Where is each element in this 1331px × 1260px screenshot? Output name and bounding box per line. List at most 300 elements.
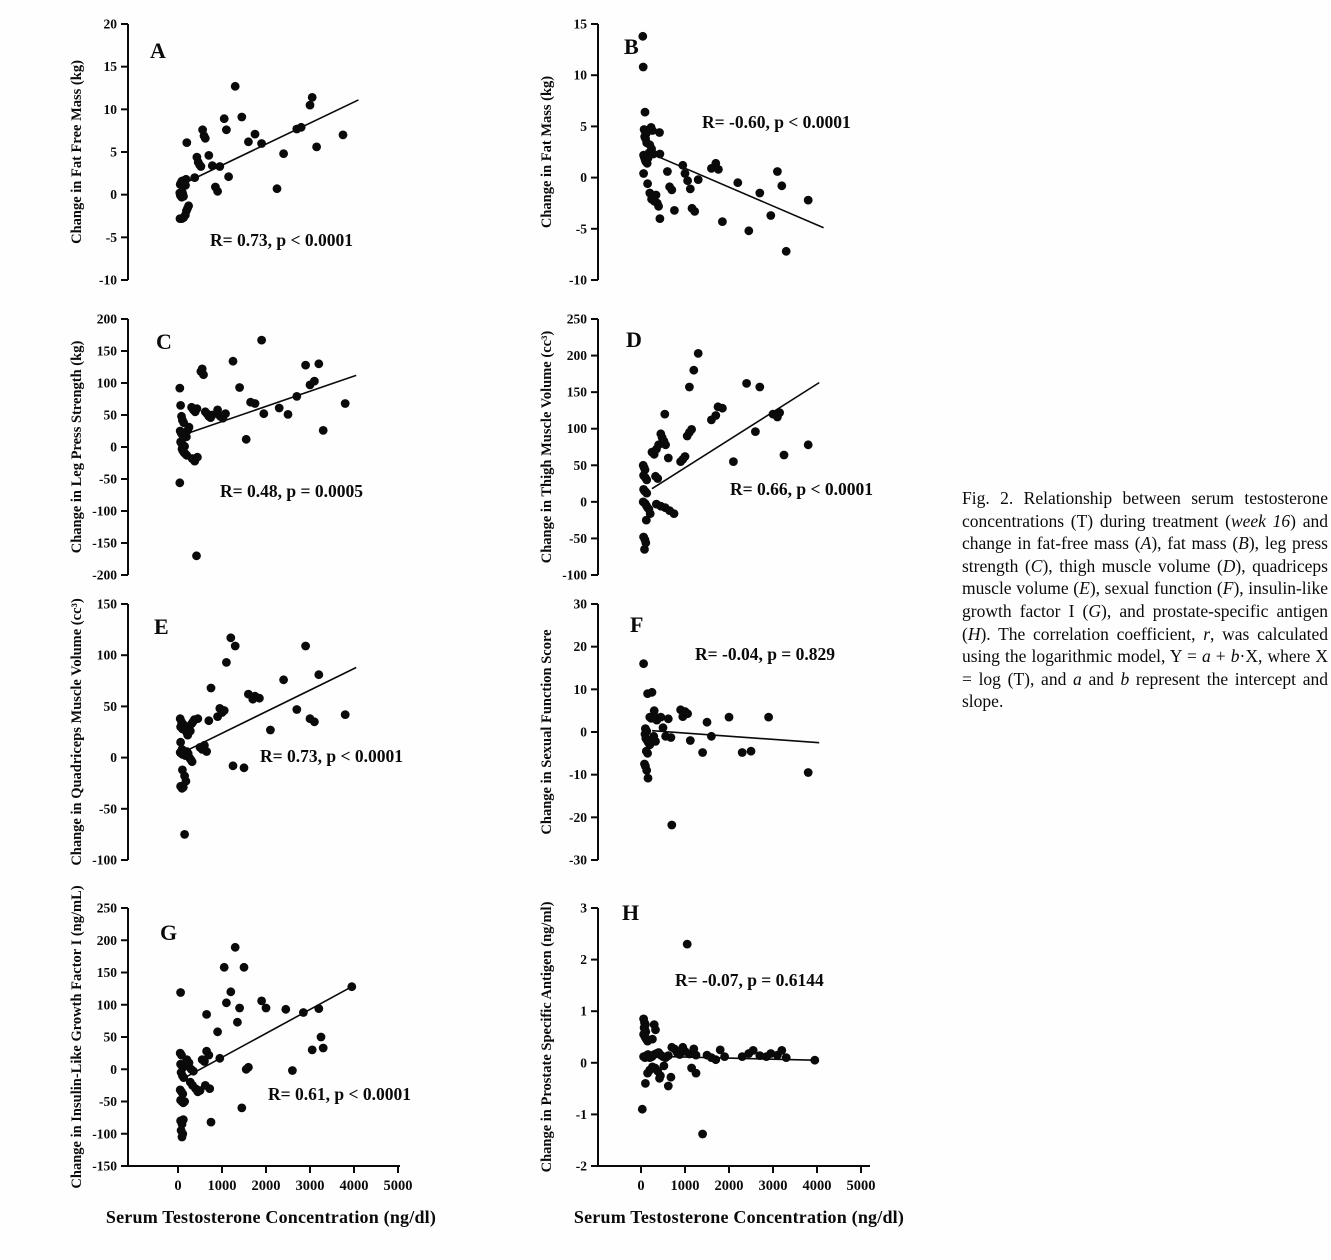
data-point [643,749,652,758]
data-point [176,401,185,410]
correlation-annotation: R= 0.48, p = 0.0005 [220,481,363,501]
data-point [642,476,651,485]
y-tick-label: -10 [569,272,587,288]
data-point [224,172,233,181]
x-tick-label: 1000 [670,1178,700,1194]
scatter-points [175,82,347,223]
panel-D [530,305,960,605]
y-axis [92,312,128,583]
y-axis-label: Change in Prostate Specific Antigen (ng/ml) [539,901,555,1173]
data-point [664,1051,673,1060]
y-axis [569,597,598,868]
y-axis [99,17,128,288]
caption-italic-segment: b [1230,646,1240,667]
data-point [667,733,676,742]
data-point [751,427,760,436]
data-point [804,440,813,449]
data-point [297,123,306,132]
panel-letter: H [622,900,640,925]
x-tick-label: 5000 [846,1178,876,1194]
data-point [744,226,753,235]
data-point [692,1069,701,1078]
y-tick-label: 0 [580,1055,587,1071]
regression-line [652,383,819,489]
data-point [782,1053,791,1062]
y-tick-label: 5 [580,118,587,134]
data-point [193,714,202,723]
data-point [729,457,738,466]
data-point [199,370,208,379]
data-point [275,404,284,413]
y-tick-label: 250 [96,900,117,916]
x-tick-label: 2000 [251,1178,281,1194]
data-point [656,713,665,722]
data-point [231,642,240,651]
data-point [202,1010,211,1019]
data-point [667,186,676,195]
y-tick-label: -50 [569,530,587,546]
panel-D-svg [530,305,960,600]
data-point [299,1008,308,1017]
caption-italic-segment: E [1079,578,1090,599]
correlation-annotation: R= 0.73, p < 0.0001 [260,746,403,766]
data-point [698,1130,707,1139]
data-point [226,633,235,642]
caption-italic-segment: a [1201,646,1211,667]
y-tick-label: 100 [96,375,117,391]
data-point [690,207,699,216]
caption-italic-segment: F [1222,578,1234,599]
data-point [257,336,266,345]
caption-italic-segment: a [1073,668,1082,689]
data-point [654,202,663,211]
y-tick-label: 250 [566,311,587,327]
y-tick-label: 100 [566,421,587,437]
panel-G-svg [60,880,490,1210]
data-point [652,191,661,200]
figure-caption [962,487,1328,713]
data-point [641,1079,650,1088]
data-point [251,130,260,139]
data-point [725,713,734,722]
correlation-annotation: R= -0.04, p = 0.829 [695,644,836,664]
y-tick-label: 20 [103,16,117,32]
data-point [306,101,315,110]
data-point [638,32,647,41]
data-point [780,451,789,460]
data-point [284,410,293,419]
caption-segment: ), insulin-like growth factor I ( [962,578,1329,621]
y-tick-label: -200 [92,567,117,583]
panel-G [60,880,490,1215]
data-point [226,987,235,996]
data-point [685,383,694,392]
caption-segment: ), quadriceps muscle volume ( [962,555,1328,599]
data-point [204,1051,213,1060]
y-tick-label: -5 [105,229,117,245]
y-tick-label: 150 [566,384,587,400]
data-point [686,736,695,745]
y-tick-label: -50 [99,801,117,817]
data-point [755,383,764,392]
data-point [184,201,193,210]
data-point [204,716,213,725]
data-point [670,206,679,215]
data-point [175,478,184,487]
y-tick-label: 200 [566,348,587,364]
data-point [221,409,230,418]
data-point [341,710,350,719]
data-point [656,214,665,223]
x-axis [598,1166,876,1194]
data-point [237,113,246,122]
data-point [681,452,690,461]
y-axis-label: Change in Thigh Muscle Volume (cc³) [539,330,555,564]
data-point [648,1035,657,1044]
data-point [213,1027,222,1036]
data-point [698,748,707,757]
data-point [687,425,696,434]
data-point [190,173,199,182]
data-point [667,821,676,830]
panel-F [530,590,960,890]
data-point [804,768,813,777]
y-tick-label: -10 [99,272,117,288]
data-point [319,426,328,435]
panel-A [60,10,490,310]
data-point [648,688,657,697]
data-point [733,178,742,187]
panel-H-svg [530,880,960,1210]
data-point [215,162,224,171]
y-axis-label: Change in Fat Mass (kg) [539,75,555,229]
y-tick-label: -150 [92,535,117,551]
data-point [244,137,253,146]
data-point [660,1062,669,1071]
y-tick-label: 100 [96,647,117,663]
data-point [317,1033,326,1042]
panel-C [60,305,490,605]
data-point [273,184,282,193]
panel-letter: C [156,329,172,354]
y-tick-label: -100 [92,852,117,868]
y-tick-label: 0 [580,724,587,740]
data-point [244,1063,253,1072]
data-point [201,134,210,143]
data-point [639,63,648,72]
data-point [259,409,268,418]
data-point [308,1046,317,1055]
panel-F-svg [530,590,960,885]
data-point [251,399,260,408]
data-point [694,175,703,184]
x-tick-label: 5000 [383,1178,413,1194]
data-point [639,169,648,178]
data-point [207,684,216,693]
panel-A-svg [60,10,490,305]
data-point [643,179,652,188]
data-point [764,713,773,722]
data-point [185,423,194,432]
caption-segment: ), thigh muscle volume ( [1042,555,1223,576]
panel-B [530,10,960,310]
caption-segment: + [1210,646,1231,667]
x-tick-label: 1000 [207,1178,237,1194]
y-axis-label: Change in Quadriceps Muscle Volume (cc³) [69,598,85,866]
data-point [810,1056,819,1065]
data-point [288,1066,297,1075]
data-point [215,1054,224,1063]
data-point [235,383,244,392]
y-tick-label: 0 [110,187,117,203]
data-point [659,723,668,732]
y-tick-label: 3 [580,900,587,916]
y-axis [569,17,598,288]
data-point [711,411,720,420]
scatter-points [638,32,812,256]
data-point [747,747,756,756]
scatter-points [176,633,350,838]
data-point [341,399,350,408]
y-tick-label: 150 [96,596,117,612]
y-axis [562,312,598,583]
panel-E-svg [60,590,490,885]
data-point [755,189,764,198]
scatter-points [639,659,812,829]
data-point [766,211,775,220]
scatter-points [639,349,813,554]
y-tick-label: 50 [573,457,587,473]
x-tick-label: 4000 [802,1178,832,1194]
data-point [197,162,206,171]
data-point [229,357,238,366]
caption-segment: ), sexual function ( [1089,578,1223,599]
data-point [661,440,670,449]
data-point [775,408,784,417]
y-tick-label: 0 [580,170,587,186]
data-point [301,361,310,370]
y-tick-label: 0 [110,1061,117,1077]
data-point [655,128,664,137]
panel-letter: B [624,34,639,59]
data-point [257,139,266,148]
y-tick-label: 1 [580,1003,587,1019]
data-point [279,675,288,684]
caption-italic-segment: r [1203,623,1210,644]
data-point [314,1004,323,1013]
data-point [279,149,288,158]
y-tick-label: -2 [575,1158,587,1174]
caption-segment: Fig. 2. Relationship between serum testosterone concentrations (T) during treatment ( [962,488,1328,531]
caption-segment: ·X, where X = log (T), and [962,646,1328,689]
data-point [235,1004,244,1013]
y-tick-label: 0 [110,439,117,455]
data-point [689,366,698,375]
data-point [644,774,653,783]
data-point [683,709,692,718]
data-point [638,1105,647,1114]
panel-letter: G [160,920,178,945]
data-point [686,185,695,194]
data-point [319,1044,328,1053]
caption-italic-segment: G [1088,600,1102,621]
data-point [718,217,727,226]
data-point [301,642,310,651]
panel-H [530,880,960,1215]
y-tick-label: 2 [580,952,587,968]
caption-italic-segment: C [1030,555,1043,576]
data-point [262,1004,271,1013]
data-point [738,748,747,757]
data-point [233,1018,242,1027]
data-point [255,694,264,703]
data-point [281,1005,290,1014]
caption-italic-segment: A [1140,533,1152,554]
y-tick-label: 30 [573,596,587,612]
data-point [179,783,188,792]
x-axis-title-right: Serum Testosterone Concentration (ng/dl) [573,1207,905,1227]
y-tick-label: 150 [96,965,117,980]
data-point [642,516,651,525]
data-point [175,384,184,393]
data-point [660,410,669,419]
data-point [231,943,240,952]
data-point [180,1097,189,1106]
y-tick-label: -20 [569,809,587,825]
data-point [692,1051,701,1060]
data-point [266,726,275,735]
data-point [222,998,231,1007]
y-tick-label: 150 [96,343,117,359]
data-point [220,114,229,123]
data-point [189,1067,198,1076]
y-tick-label: 10 [573,681,587,697]
y-axis-label: Change in Leg Press Strength (kg) [69,340,85,554]
data-point [310,717,319,726]
y-tick-label: 5 [110,144,117,160]
data-point [670,509,679,518]
data-point [718,404,727,413]
y-tick-label: -100 [92,503,117,519]
regression-line [652,731,819,743]
data-point [641,108,650,117]
regression-line [189,667,356,749]
y-axis-label: Change in Insulin-Like Growth Factor I (ng/mL) [69,885,85,1189]
data-point [202,747,211,756]
caption-italic-segment: B [1238,533,1249,554]
x-tick-label: 2000 [714,1178,744,1194]
data-point [639,659,648,668]
y-axis [576,901,598,1174]
data-point [655,1074,664,1083]
y-axis [92,597,128,868]
panel-C-svg [60,305,490,600]
data-point [231,82,240,91]
scatter-points [175,336,349,561]
y-tick-label: -150 [92,1158,117,1174]
y-tick-label: 10 [103,101,117,117]
y-tick-label: 100 [96,997,117,1013]
data-point [714,165,723,174]
caption-italic-segment: b [1120,668,1130,689]
data-point [229,761,238,770]
caption-segment: represent the intercept and slope. [962,668,1328,712]
caption-italic-segment: D [1222,555,1236,576]
data-point [193,453,202,462]
correlation-annotation: R= -0.60, p < 0.0001 [702,112,851,132]
data-point [642,766,651,775]
data-point [308,93,317,102]
data-point [694,349,703,358]
y-axis-label: Change in Fat Free Mass (kg) [69,60,85,244]
data-point [207,1118,216,1127]
x-tick-label: 0 [174,1178,182,1194]
data-point [773,167,782,176]
y-tick-label: 50 [103,1029,117,1045]
data-point [180,830,189,839]
scatter-points [176,943,356,1142]
y-tick-label: -5 [575,221,587,237]
data-point [742,379,751,388]
y-tick-label: 200 [96,311,117,327]
correlation-annotation: R= 0.66, p < 0.0001 [730,479,873,499]
correlation-annotation: R= -0.07, p = 0.6144 [675,970,824,990]
data-point [312,143,321,152]
data-point [656,150,665,159]
data-point [182,138,191,147]
panel-letter: E [154,614,169,639]
y-tick-label: 10 [573,67,587,83]
data-point [663,167,672,176]
regression-line [652,154,824,228]
data-point [664,714,673,723]
panel-letter: A [150,38,166,63]
y-axis [92,901,128,1174]
panel-E [60,590,490,890]
x-tick-label: 0 [637,1178,645,1194]
panel-letter: D [626,327,642,352]
data-point [664,454,673,463]
data-point [678,161,687,170]
y-tick-label: -10 [569,767,587,783]
y-tick-label: 50 [103,698,117,714]
data-point [242,435,251,444]
data-point [240,963,249,972]
data-point [193,404,202,413]
y-tick-label: 0 [580,494,587,510]
data-point [314,359,323,368]
y-tick-label: -100 [562,567,587,583]
data-point [179,1115,188,1124]
caption-italic-segment: week 16 [1230,510,1291,531]
data-point [314,670,323,679]
data-point [720,1052,729,1061]
caption-segment: and [1081,668,1121,689]
data-point [653,474,662,483]
data-point [188,757,197,766]
data-point [208,161,217,170]
data-point [292,705,301,714]
data-point [339,131,348,140]
data-point [192,551,201,560]
caption-segment: ), fat mass ( [1151,533,1239,554]
x-axis [128,1166,413,1194]
correlation-annotation: R= 0.73, p < 0.0001 [210,230,353,250]
data-point [310,377,319,386]
data-point [804,196,813,205]
data-point [782,247,791,256]
regression-line [182,987,351,1079]
